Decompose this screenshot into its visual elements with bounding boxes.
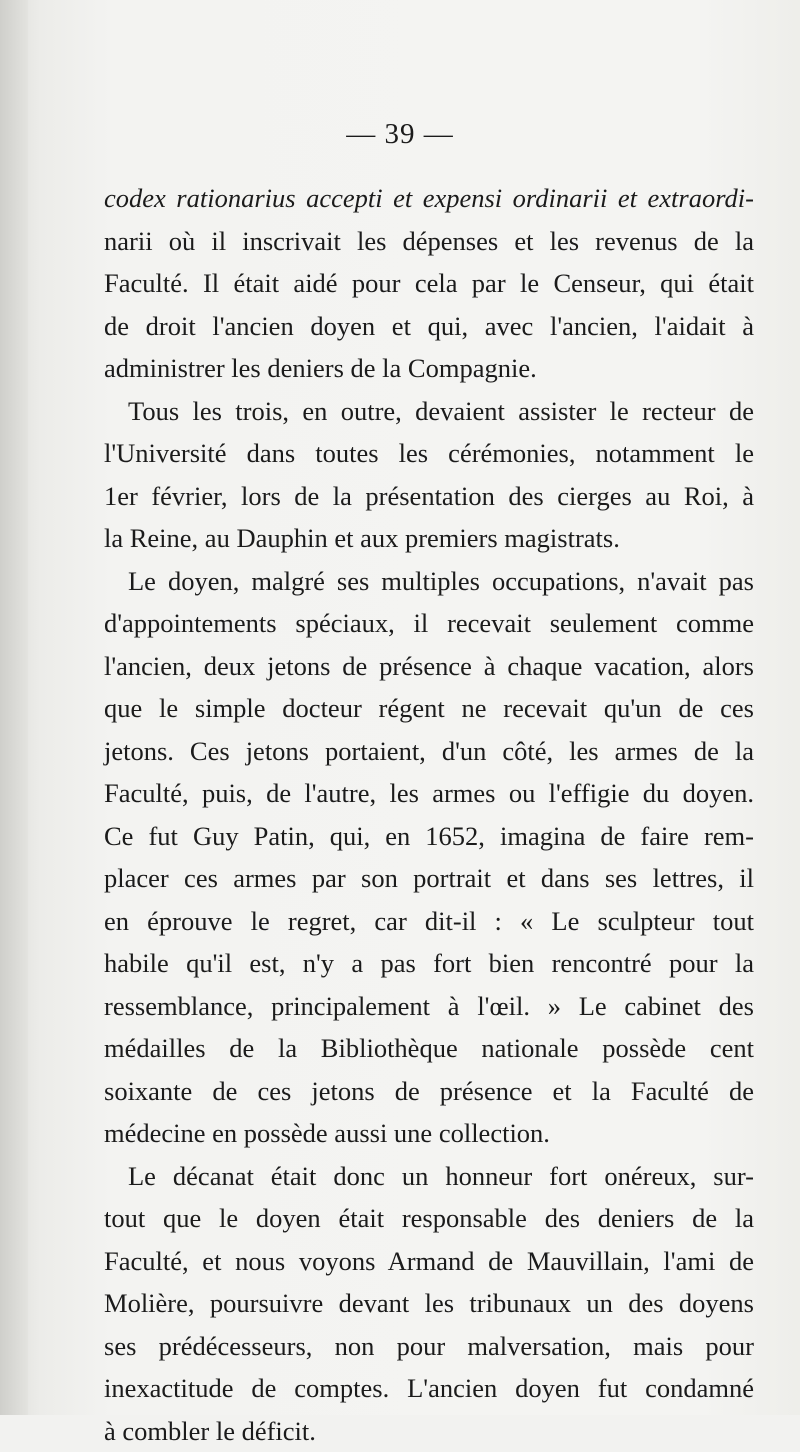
text-line: à combler le déficit.	[104, 1410, 754, 1452]
text-line: Faculté, puis, de l'autre, les armes ou l'effigie du doyen.	[104, 772, 754, 815]
text-line: tout que le doyen était responsable des deniers de la	[104, 1197, 754, 1240]
text-line: habile qu'il est, n'y a pas fort bien rencontré pour la	[104, 942, 754, 985]
text-line: ses prédécesseurs, non pour malversation, mais pour	[104, 1325, 754, 1368]
text-line: Faculté. Il était aidé pour cela par le Censeur, qui était	[104, 262, 754, 305]
text-line: Tous les trois, en outre, devaient assister le recteur de	[104, 390, 754, 433]
page-gutter-shadow	[0, 0, 28, 1415]
text-line: inexactitude de comptes. L'ancien doyen fut condamné	[104, 1367, 754, 1410]
text-line: l'ancien, deux jetons de présence à chaque vacation, alors	[104, 645, 754, 688]
text-line: codex rationarius accepti et expensi ordinarii et extraordi-	[104, 177, 754, 220]
text-line: soixante de ces jetons de présence et la Faculté de	[104, 1070, 754, 1113]
text-line: ressemblance, principalement à l'œil. » Le cabinet des	[104, 985, 754, 1028]
page-number: — 39 —	[0, 118, 800, 151]
text-line: la Reine, au Dauphin et aux premiers magistrats.	[104, 517, 754, 560]
text-line: médailles de la Bibliothèque nationale possède cent	[104, 1027, 754, 1070]
text-line: en éprouve le regret, car dit-il : « Le sculpteur tout	[104, 900, 754, 943]
text-line: 1er février, lors de la présentation des cierges au Roi, à	[104, 475, 754, 518]
text-line: Faculté, et nous voyons Armand de Mauvillain, l'ami de	[104, 1240, 754, 1283]
text-line: d'appointements spéciaux, il recevait seulement comme	[104, 602, 754, 645]
text-line: placer ces armes par son portrait et dans ses lettres, il	[104, 857, 754, 900]
text-line: Le doyen, malgré ses multiples occupations, n'avait pas	[104, 560, 754, 603]
text-line: Le décanat était donc un honneur fort onéreux, sur-	[104, 1155, 754, 1198]
text-line: jetons. Ces jetons portaient, d'un côté, les armes de la	[104, 730, 754, 773]
body-text	[104, 177, 754, 1452]
text-line: narii où il inscrivait les dépenses et les revenus de la	[104, 220, 754, 263]
text-line: l'Université dans toutes les cérémonies, notamment le	[104, 432, 754, 475]
text-line: que le simple docteur régent ne recevait qu'un de ces	[104, 687, 754, 730]
text-line: Ce fut Guy Patin, qui, en 1652, imagina de faire rem-	[104, 815, 754, 858]
text-line: de droit l'ancien doyen et qui, avec l'ancien, l'aidait à	[104, 305, 754, 348]
text-line: médecine en possède aussi une collection.	[104, 1112, 754, 1155]
text-line: Molière, poursuivre devant les tribunaux un des doyens	[104, 1282, 754, 1325]
text-line: administrer les deniers de la Compagnie.	[104, 347, 754, 390]
